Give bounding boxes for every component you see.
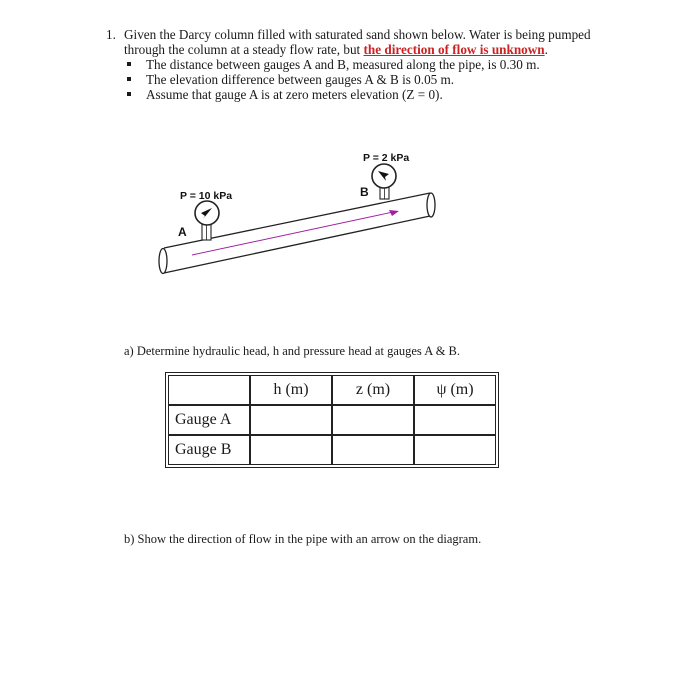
question-end: .	[544, 42, 548, 57]
pipe-centerline	[192, 212, 393, 255]
header-cell-z: z (m)	[332, 375, 414, 405]
given-item: The elevation difference between gauges A & B is 0.05 m.	[146, 72, 626, 87]
gauge-a-pressure-label: P = 10 kPa	[180, 190, 233, 202]
given-item: The distance between gauges A and B, measured along the pipe, is 0.30 m.	[146, 57, 626, 72]
cell-gauge-b-h[interactable]	[250, 435, 332, 465]
gauge-a	[195, 201, 219, 240]
flow-unknown-highlight: the direction of flow is unknown	[363, 42, 545, 57]
row-label-gauge-b: Gauge B	[168, 435, 250, 465]
cell-gauge-a-h[interactable]	[250, 405, 332, 435]
gauge-b-pressure-label: P = 2 kPa	[363, 152, 410, 164]
pipe-left-end	[159, 249, 167, 274]
question-intro-text: Given the Darcy column filled with saturated sand shown below. Water is being pumped through the column at a steady flow rate, but	[124, 27, 591, 57]
gauge-b-name: B	[360, 185, 369, 199]
given-item: Assume that gauge A is at zero meters elevation (Z = 0).	[146, 87, 626, 102]
cell-gauge-a-psi[interactable]	[414, 405, 496, 435]
cell-gauge-b-psi[interactable]	[414, 435, 496, 465]
header-cell-h: h (m)	[250, 375, 332, 405]
question-number: 1.	[106, 27, 116, 42]
header-cell-psi: ψ (m)	[414, 375, 496, 405]
table-header-row	[168, 375, 496, 405]
table-row	[168, 435, 496, 465]
cell-gauge-a-z[interactable]	[332, 405, 414, 435]
part-a-prompt: a) Determine hydraulic head, h and pressure head at gauges A & B.	[124, 344, 460, 358]
centerline-arrowhead	[389, 210, 399, 216]
part-b-prompt: b) Show the direction of flow in the pipe with an arrow on the diagram.	[124, 532, 482, 546]
cell-gauge-b-z[interactable]	[332, 435, 414, 465]
gauge-b	[372, 164, 396, 199]
table-row	[168, 405, 496, 435]
head-table	[165, 372, 499, 468]
pipe-right-end	[427, 193, 435, 217]
gauge-a-name: A	[178, 225, 187, 239]
row-label-gauge-a: Gauge A	[168, 405, 250, 435]
header-cell-blank	[168, 375, 250, 405]
